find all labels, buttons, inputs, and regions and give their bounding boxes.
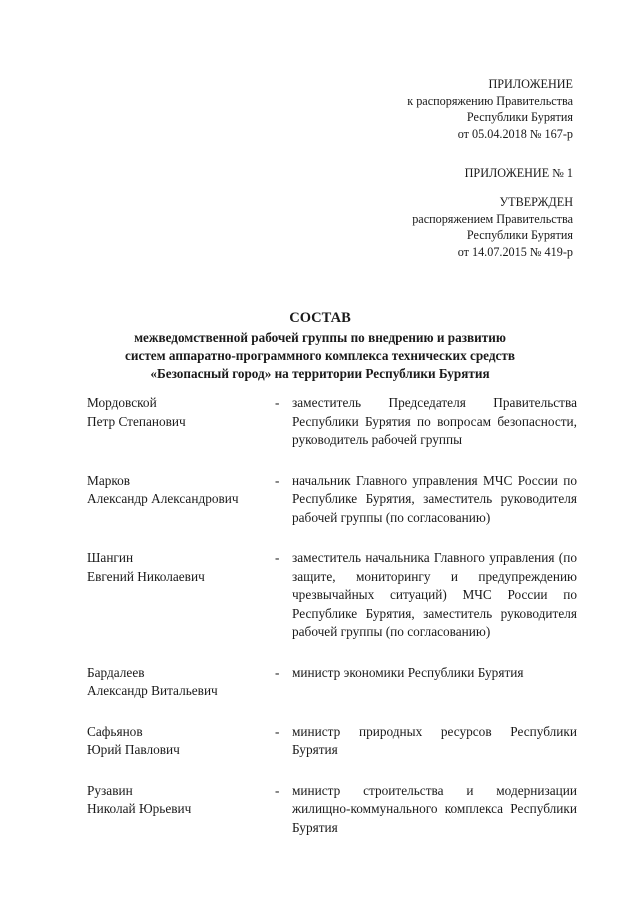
title-line-3: «Безопасный город» на территории Республики Бурятия — [150, 366, 490, 381]
member-given-name: Николай Юрьевич — [87, 801, 192, 816]
member-name — [87, 664, 267, 701]
member-name — [87, 723, 267, 760]
member-role: заместитель начальника Главного управления (по защите, мониторингу и предупреждению чрезвычайных ситуаций) МЧС России по Республике Бурятия, заместитель руководителя рабочей группы (по согласованию) — [292, 550, 577, 639]
member-name — [87, 472, 267, 509]
member-surname: Рузавин — [87, 782, 133, 798]
document-title — [0, 309, 640, 383]
approved-date-number: от 14.07.2015 № 419-р — [457, 244, 573, 259]
member-entry — [87, 723, 577, 760]
member-entry — [87, 472, 577, 528]
title-main: СОСТАВ — [289, 310, 351, 326]
member-dash: - — [275, 472, 280, 488]
member-entry — [87, 394, 577, 450]
members-list — [87, 394, 577, 837]
member-entry — [87, 782, 577, 838]
appendix-label: ПРИЛОЖЕНИЕ — [488, 77, 573, 91]
approved-header — [412, 194, 573, 260]
member-role: министр экономики Республики Бурятия — [292, 664, 524, 680]
member-surname: Шангин — [87, 550, 134, 565]
member-given-name: Петр Степанович — [87, 413, 186, 429]
title-line-2: систем аппаратно-программного комплекса технических средств — [125, 348, 515, 363]
member-dash: - — [275, 550, 280, 565]
member-dash: - — [275, 664, 280, 680]
member-role: министр строительства и модернизации жилищно-коммунального комплекса Республики Бурятия — [292, 782, 577, 835]
member-name — [87, 394, 267, 431]
member-surname: Бардалеев — [87, 664, 145, 680]
appendix-order-line: к распоряжению Правительства — [407, 93, 573, 108]
member-entry — [87, 664, 577, 701]
member-entry — [87, 549, 577, 642]
appendix-date-number: от 05.04.2018 № 167-р — [457, 126, 573, 141]
member-given-name: Юрий Павлович — [87, 742, 180, 757]
member-role: заместитель Председателя Правительства Республики Бурятия по вопросам безопасности, руководитель рабочей группы — [292, 395, 577, 447]
appendix-one-header — [465, 165, 573, 182]
member-name — [87, 549, 267, 586]
member-surname: Сафьянов — [87, 723, 143, 739]
title-line-1: межведомственной рабочей группы по внедрению и развитию — [134, 330, 506, 345]
member-given-name: Александр Витальевич — [87, 683, 218, 698]
member-dash: - — [275, 782, 280, 798]
member-dash: - — [275, 395, 280, 410]
member-surname: Мордовской — [87, 395, 157, 410]
approved-order-line: распоряжением Правительства — [412, 211, 573, 226]
appendix-header — [407, 76, 573, 142]
appendix-republic-line: Республики Бурятия — [466, 110, 573, 124]
approved-republic-line: Республики Бурятия — [466, 228, 573, 242]
approved-label: УТВЕРЖДЕН — [499, 195, 573, 209]
member-name — [87, 782, 267, 819]
member-given-name: Евгений Николаевич — [87, 568, 205, 584]
member-given-name: Александр Александрович — [87, 491, 239, 506]
member-role: начальник Главного управления МЧС России по Республике Бурятия, заместитель руководителя рабочей группы (по согласованию) — [292, 472, 577, 525]
member-surname: Марков — [87, 472, 131, 488]
member-role: министр природных ресурсов Республики Бурятия — [292, 723, 577, 757]
member-dash: - — [275, 723, 280, 739]
appendix-one-label: ПРИЛОЖЕНИЕ № 1 — [464, 166, 573, 180]
